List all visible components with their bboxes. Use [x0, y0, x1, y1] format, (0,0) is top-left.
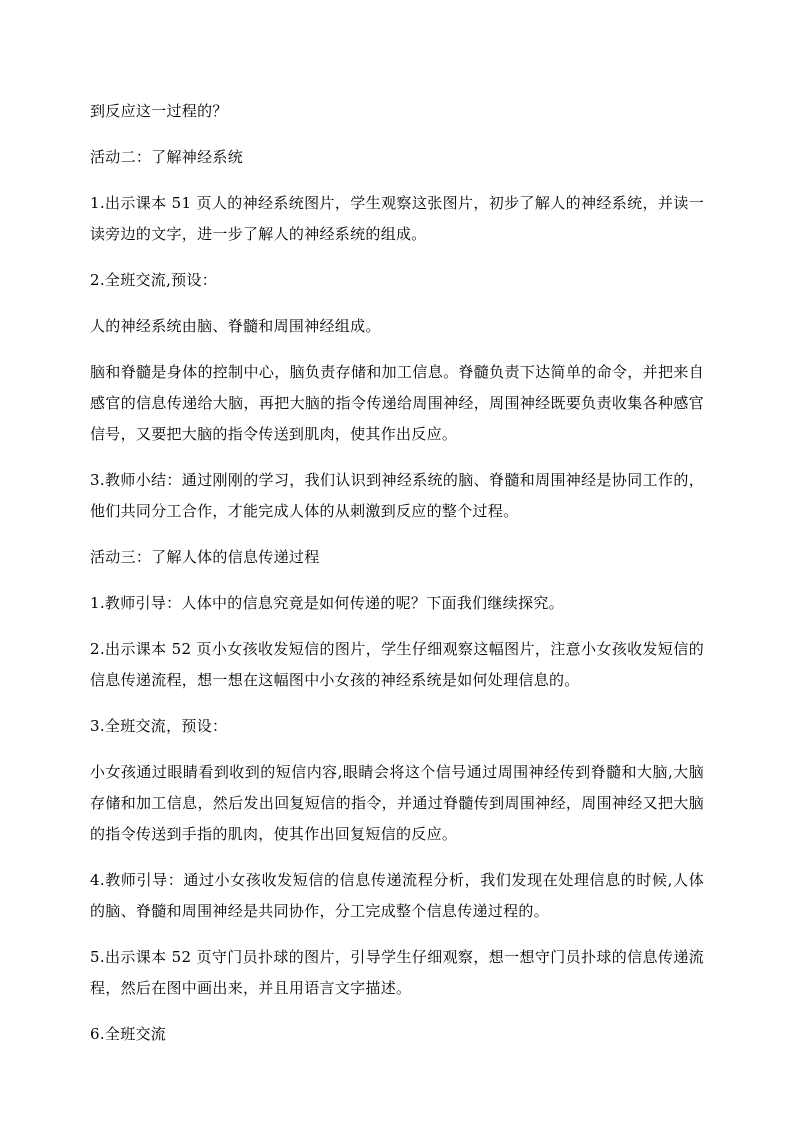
heading-activity-three: 活动三：了解人体的信息传递过程 [90, 548, 320, 566]
paragraph-class-discussion: 3.全班交流，预设： [90, 717, 228, 735]
paragraph-show-textbook-52: 2.出示课本 52 页小女孩收发短信的图片，学生仔细观察这幅图片，注意小女孩收发短信的信息传递流程，想一想在这幅图中小女孩的神经系统是如何处理信息的。 [90, 640, 704, 689]
paragraph-goalkeeper: 5.出示课本 52 页守门员扑球的图片，引导学生仔细观察，想一想守门员扑球的信息传递流程，然后在图中画出来，并且用语言文字描述。 [90, 948, 704, 997]
paragraph-step-1: 1.出示课本 51 页人的神经系统图片，学生观察这张图片，初步了解人的神经系统，并读一读旁边的文字，进一步了解人的神经系统的组成。 [90, 194, 704, 243]
paragraph-nervous-system-composition: 人的神经系统由脑、脊髓和周围神经组成。 [90, 317, 381, 335]
paragraph-brain-spinal-cord: 脑和脊髓是身体的控制中心，脑负责存储和加工信息。脊髓负责下达简单的命令，并把来自感官的信息传递给大脑，再把大脑的指令传递给周围神经，周围神经既要负责收集各种感官信号，又要把大脑的指令传送到肌肉，使其作出反应。 [90, 363, 704, 443]
paragraph-teacher-guide-4: 4.教师引导：通过小女孩收发短信的信息传递流程分析，我们发现在处理信息的时候,人体的脑、脊髓和周围神经是共同协作，分工完成整个信息传递过程的。 [90, 871, 704, 920]
paragraph-continuation: 到反应这一过程的？ [90, 102, 228, 120]
heading-activity-two: 活动二：了解神经系统 [90, 148, 244, 166]
paragraph-teacher-guide-1: 1.教师引导：人体中的信息究竟是如何传递的呢？下面我们继续探究。 [90, 594, 564, 612]
document-body [90, 96, 704, 1065]
paragraph-class-exchange: 6.全班交流 [90, 1025, 167, 1043]
paragraph-teacher-summary: 3.教师小结：通过刚刚的学习，我们认识到神经系统的脑、脊髓和周围神经是协同工作的，他们共同分工合作，才能完成人体的从刺激到反应的整个过程。 [90, 471, 704, 520]
paragraph-girl-message-flow: 小女孩通过眼睛看到收到的短信内容,眼睛会将这个信号通过周围神经传到脊髓和大脑,大脑存储和加工信息，然后发出回复短信的指令，并通过脊髓传到周围神经，周围神经又把大脑的指令传送到手指的肌肉，使其作出回复短信的反应。 [90, 763, 704, 843]
paragraph-step-2: 2.全班交流,预设： [90, 271, 218, 289]
